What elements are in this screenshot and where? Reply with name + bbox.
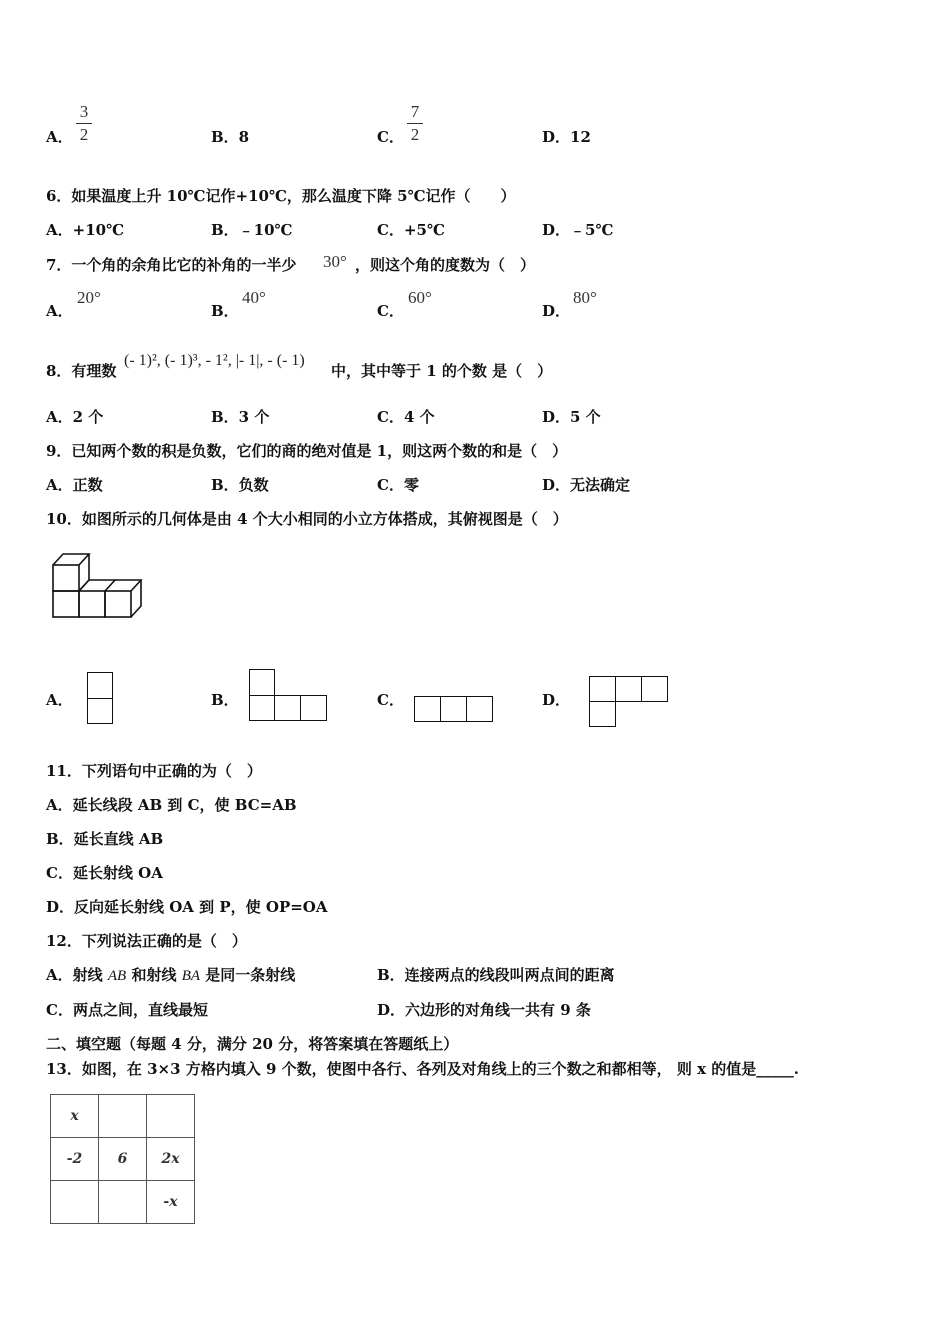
q8-option-b: B．3 个 — [211, 408, 270, 426]
q12-a-text-1: A．射线 — [46, 966, 103, 984]
q10-option-d-label: D． — [542, 691, 571, 709]
q10-option-a-label: A． — [46, 691, 73, 709]
q12-option-b: B．连接两点的线段叫两点间的距离 — [377, 966, 615, 984]
q7-option-a-label: A． — [46, 302, 73, 320]
q8-expression: (- 1)², (- 1)³, - 1², |- 1|, - (- 1) — [124, 352, 305, 369]
q5-option-a-label: A． — [46, 128, 73, 146]
q10-option-c-label: C． — [377, 691, 404, 709]
q9-stem: 9．已知两个数的积是负数，它们的商的绝对值是 1，则这两个数的和是（ ） — [46, 442, 568, 460]
q13-magic-square-grid — [50, 1094, 195, 1224]
q13-stem: 13．如图，在 3×3 方格内填入 9 个数，使图中各行、各列及对角线上的三个数之和都相等， 则 x 的值是_____. — [46, 1060, 799, 1078]
q12-a-ray-ba: BA — [181, 968, 201, 984]
q11-option-d: D．反向延长射线 OA 到 P，使 OP=OA — [46, 898, 328, 916]
q5-c-denominator: 2 — [410, 125, 420, 144]
q7-option-b-label: B． — [211, 302, 239, 320]
q10-option-b-label: B． — [211, 691, 239, 709]
q11-option-a: A．延长线段 AB 到 C，使 BC=AB — [46, 796, 297, 814]
q6-option-b: B．﹣10℃ — [211, 221, 293, 239]
q7-option-a-value: 20° — [77, 288, 101, 307]
grid-cell: 2x — [147, 1138, 195, 1181]
q7-stem-post: ，则这个角的度数为（ ） — [355, 256, 536, 274]
q9-option-b: B．负数 — [211, 476, 269, 494]
q6-option-d: D．﹣5℃ — [542, 221, 614, 239]
q7-option-c-value: 60° — [408, 288, 432, 307]
grid-cell: -x — [147, 1181, 195, 1224]
q11-option-b: B．延长直线 AB — [46, 830, 164, 848]
q7-option-d-label: D． — [542, 302, 571, 320]
grid-cell: 6 — [99, 1138, 147, 1181]
q6-stem: 6．如果温度上升 10℃记作+10℃，那么温度下降 5℃记作（ ） — [46, 187, 516, 205]
q7-option-d-value: 80° — [573, 288, 597, 307]
q5-c-numerator: 7 — [410, 102, 420, 121]
q10-solid-figure — [50, 548, 150, 620]
q11-stem: 11．下列语句中正确的为（ ） — [46, 762, 262, 780]
q7-stem-value: 30° — [323, 252, 347, 271]
q5-option-b: B．8 — [211, 128, 250, 146]
grid-cell: x — [51, 1095, 99, 1138]
q12-option-d: D．六边形的对角线一共有 9 条 — [377, 1001, 591, 1019]
q8-option-c: C．4 个 — [377, 408, 435, 426]
q7-stem-pre: 7．一个角的余角比它的补角的一半少 — [46, 256, 297, 274]
q5-option-c-label: C． — [377, 128, 404, 146]
q12-a-text-3: 是同一条射线 — [205, 966, 296, 984]
q7-option-b-value: 40° — [242, 288, 266, 307]
q10-stem: 10．如图所示的几何体是由 4 个大小相同的小立方体搭成，其俯视图是（ ） — [46, 510, 568, 528]
q12-option-a — [46, 966, 295, 985]
q6-option-c: C．+5℃ — [377, 221, 445, 239]
q8-option-a: A．2 个 — [46, 408, 104, 426]
grid-cell — [99, 1181, 147, 1224]
q5-option-d: D．12 — [542, 128, 591, 146]
q12-stem: 12．下列说法正确的是（ ） — [46, 932, 247, 950]
q6-option-a: A．+10℃ — [46, 221, 125, 239]
grid-cell — [51, 1181, 99, 1224]
q5-a-denominator: 2 — [79, 125, 89, 144]
grid-cell — [99, 1095, 147, 1138]
q9-option-c: C．零 — [377, 476, 419, 494]
grid-cell — [147, 1095, 195, 1138]
q8-stem-pre: 8．有理数 — [46, 362, 117, 380]
q8-option-d: D．5 个 — [542, 408, 601, 426]
section-heading-fill-blank: 二、填空题（每题 4 分，满分 20 分，将答案填在答题纸上） — [46, 1035, 459, 1053]
q11-option-c: C．延长射线 OA — [46, 864, 163, 882]
q12-option-c: C．两点之间，直线最短 — [46, 1001, 208, 1019]
q12-a-ray-ab: AB — [107, 968, 127, 984]
q5-a-numerator: 3 — [79, 102, 89, 121]
q8-stem-post: 中，其中等于 1 的个数 是（ ） — [331, 362, 553, 380]
q12-a-text-2: 和射线 — [131, 966, 177, 984]
q9-option-d: D．无法确定 — [542, 476, 631, 494]
q5-option-a-fraction — [76, 103, 92, 144]
q5-option-c-fraction — [407, 103, 423, 144]
q7-option-c-label: C． — [377, 302, 404, 320]
q9-option-a: A．正数 — [46, 476, 103, 494]
grid-cell: -2 — [51, 1138, 99, 1181]
